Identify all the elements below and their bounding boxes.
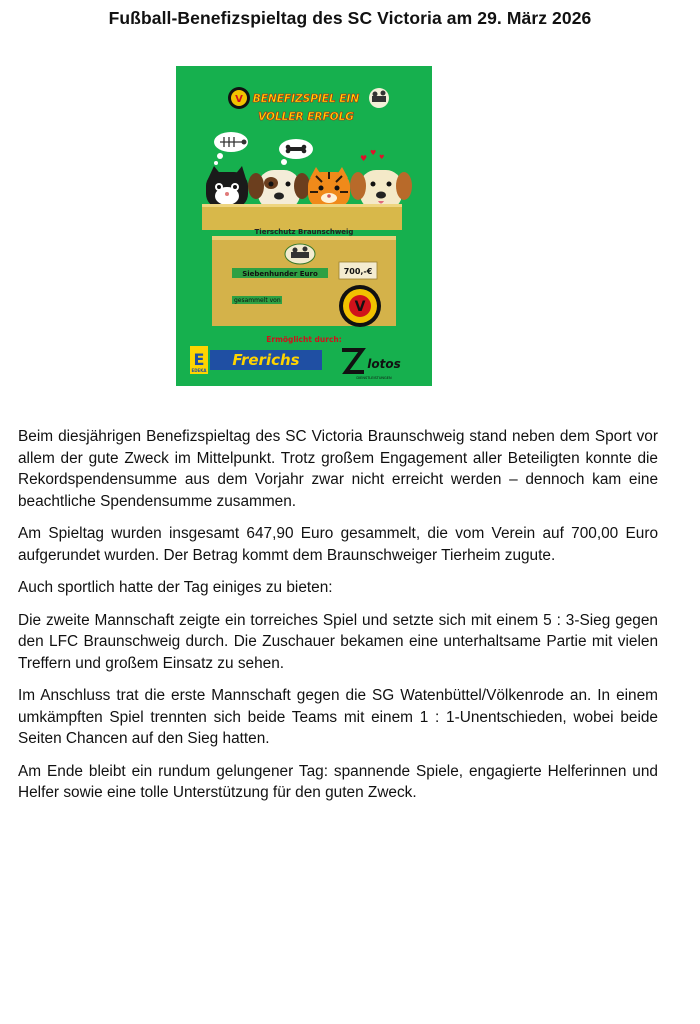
cheque-amount-words: Siebenhunder Euro [242,270,318,278]
article-paragraph: Im Anschluss trat die erste Mannschaft gegen die SG Watenbüttel/Völkenrode an. In einem umkämpften Spiel trennten sich beide Teams mit einem 1 : 1-Unentschieden, wobei beide Seiten Chancen auf den Sieg hatten. [18,687,658,747]
article-paragraph: Am Ende bleibt ein rundum gelungener Tag: spannende Spiele, engagierte Helferinnen und Helfer sowie eine tolle Unterstützung für den guten Zweck. [18,762,658,801]
article-paragraph: Beim diesjährigen Benefizspieltag des SC Victoria Braunschweig stand neben dem Sport vor allem der gute Zweck im Mittelpunkt. Trotz großem Engagement aller Beteiligten konnte die Rekordspendensumme aus dem Vorjahr zwar nicht erreicht werden – dennoch kam eine beachtliche Spendensumme zusammen. [18,428,658,510]
badge-letter: V [354,299,366,315]
poster-sign-text: Tierschutz Braunschweig [254,228,354,236]
tiger-cat-icon [308,167,350,208]
cheque-amount-value: 700,-€ [343,267,373,276]
svg-text:V: V [235,94,243,105]
sponsor-lotos-sub: DIENSTLEISTUNGEN [356,376,392,380]
page-title: Fußball-Benefizspieltag des SC Victoria am 29. März 2026 [108,8,592,28]
article-paragraph: Am Spieltag wurden insgesamt 647,90 Euro gesammelt, die vom Verein auf 700,00 Euro aufgerundet wurden. Der Betrag kommt dem Braunschweiger Tierheim zugute. [18,525,658,564]
donation-cheque [212,236,396,327]
svg-text:♥: ♥ [379,154,385,161]
poster-headline-line1: BENEFIZSPIEL EIN [252,93,360,105]
edeka-sub: EDEKA [191,368,207,373]
sponsor-lotos-name: lotos [367,357,401,371]
sc-victoria-badge-icon [339,285,381,327]
article-body [18,426,658,815]
cat-black-white-icon [206,166,248,208]
sponsor-frerichs-name: Frerichs [232,351,300,369]
cheque-collected-by-label: gesammelt von [234,297,281,304]
svg-text:♥: ♥ [360,154,368,163]
edeka-letter: E [193,350,205,369]
tierschutz-emblem-small-icon [369,88,389,108]
poster-enabled-by: Ermöglicht durch: [266,335,342,344]
article-paragraph: Die zweite Mannschaft zeigte ein torreiches Spiel und setzte sich mit einem 5 : 3-Sieg gegen den LFC Braunschweig durch. Die Zuschauer bekamen eine unterhaltsame Partie mit vielen Treffern und großem Einsatz zu sehen. [18,611,658,672]
poster-headline-line2: VOLLER ERFOLG [258,111,354,123]
article-paragraph: Auch sportlich hatte der Tag einiges zu bieten: [18,579,333,596]
club-emblem-small-icon [228,87,250,109]
benefit-poster-image [176,66,432,386]
poster-graphic [176,66,432,386]
tierschutz-logo-icon [285,244,315,264]
svg-text:♥: ♥ [370,149,377,157]
